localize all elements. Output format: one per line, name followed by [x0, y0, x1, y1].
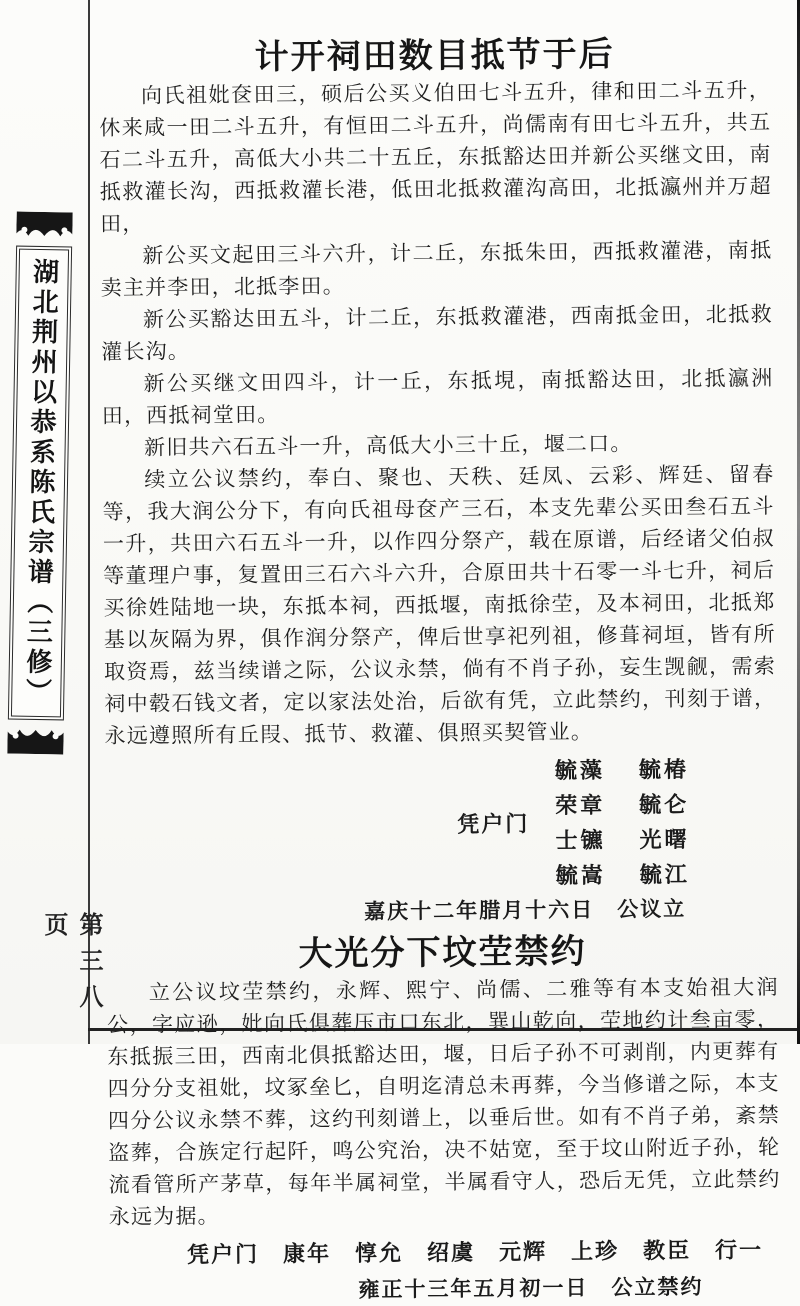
signature-name: 毓江 [639, 861, 690, 888]
section1-paragraph: 续立公议禁约，奉白、聚也、天秩、廷凤、云彩、辉廷、留春等，我大润公分下，有向氏祖母奁产三石，本支先辈公买田叁石五斗一升，共田六石五斗一升，以作四分祭产，载在原谱，后经诸父伯叔等董理户事，复置田三石六斗六升，合原田共十石零一斗七升，祠后买徐姓陆地一块，东抵本祠，西抵堰，南抵徐茔，及本祠田，北抵郑基以灰隔为界，俱作润分祭产，俾后世享祀列祖，修葺祠垣，皆有所取资焉，兹当续谱之际，公议永禁，倘有不肖子孙，妄生觊觎，需索祠中毂石钱文者，定以家法处治，后欲有凭，立此禁约，刊刻于谱，永远遵照所有丘叚、抵节、救灌、俱照买契管业。 [102, 462, 777, 748]
spine-title: 湖北荆州以恭系陈氏宗谱（三修） [22, 257, 59, 709]
section1-paragraph: 向氏祖妣奁田三，硕后公买义伯田七斗五升，律和田二斗五升，休来咸一田二斗五升，有恒田二斗五升，尚儒南有田七斗五升，共五石二斗五升，高低大小共二十五丘，东抵豁达田并新公买继文田，南抵救灌长沟，西抵救灌长港，低田北抵救灌沟高田，北抵瀛州并万超田， [99, 78, 772, 236]
section2-signature-line: 凭户门 康年 惇允 绍虞 元辉 上珍 教臣 行一 [187, 1237, 764, 1268]
section2-date-line: 雍正十三年五月初一日 公立禁约 [358, 1274, 704, 1302]
spine-cartouche [7, 212, 72, 755]
spine-panel-inner [11, 249, 69, 718]
signature-label: 凭户门 [457, 810, 530, 837]
signature-row [556, 858, 690, 890]
signature-names [555, 753, 690, 890]
section1-signature-block [105, 752, 778, 894]
section1-date-line: 嘉庆十二年腊月十六日 公议立 [364, 896, 687, 924]
left-border-rule [88, 0, 90, 1044]
section2-body [107, 971, 781, 1233]
section2-title: 大光分下坟茔禁约 [298, 933, 587, 974]
section1-paragraph: 新公买继文田四斗，计一丘，东抵垷，南抵豁达田，北抵瀛洲田，西抵祠堂田。 [101, 366, 774, 428]
signature-name: 光曙 [639, 826, 690, 853]
signature-name: 毓藻 [554, 757, 606, 784]
section2-paragraph: 立公议坟茔禁约，永辉、熙宁、尚儒、二雅等有本支始祖大润公，字应逊，妣向氏俱葬压市口东北，巽山乾向，茔地约计叁亩零，东抵振三田，西南北俱抵豁达田，堰，日后子孙不可剥削，内更葬有四分分支祖妣，坟冢垒匕，自明迄清总未再葬，今当修谱之际，本支四分公议永禁不葬，这约刊刻谱上，以垂后世。如有不肖子弟，紊禁盗葬，合族定行起阡，鸣公究治，决不姑宽，至于坟山附近子孙，轮流看管所产茅草，每年半属祠堂，半属看守人，恐后无凭，立此禁约永远为据。 [107, 975, 781, 1229]
spine-panel [8, 246, 72, 721]
main-content [98, 25, 781, 1306]
signature-name: 毓椿 [638, 756, 690, 783]
spine-top-ornament-icon [16, 212, 73, 247]
section1-paragraph: 新公买文起田三斗六升，计二丘，东抵朱田，西抵救灌港，南抵卖主并李田，北抵李田。 [100, 238, 773, 300]
section1-paragraph: 新旧共六石五斗一升，高低大小三十丘，堰二口。 [143, 431, 633, 460]
signature-name: 荣章 [555, 792, 606, 818]
signature-row [555, 823, 689, 855]
section1-title: 计开祠田数目抵节于后 [254, 36, 615, 77]
signature-name: 毓嵩 [555, 862, 606, 888]
spine-bottom-ornament-icon [7, 719, 64, 754]
section1-body [99, 74, 777, 752]
page-number-label: 第三八页 [40, 912, 101, 1020]
signature-name: 士镳 [555, 827, 606, 853]
signature-name: 毓仑 [639, 791, 690, 818]
signature-row [555, 753, 689, 785]
section1-paragraph: 新公买豁达田五斗，计二丘，东抵救灌港，西南抵金田，北抵救灌长沟。 [101, 302, 774, 364]
signature-row [555, 788, 689, 820]
